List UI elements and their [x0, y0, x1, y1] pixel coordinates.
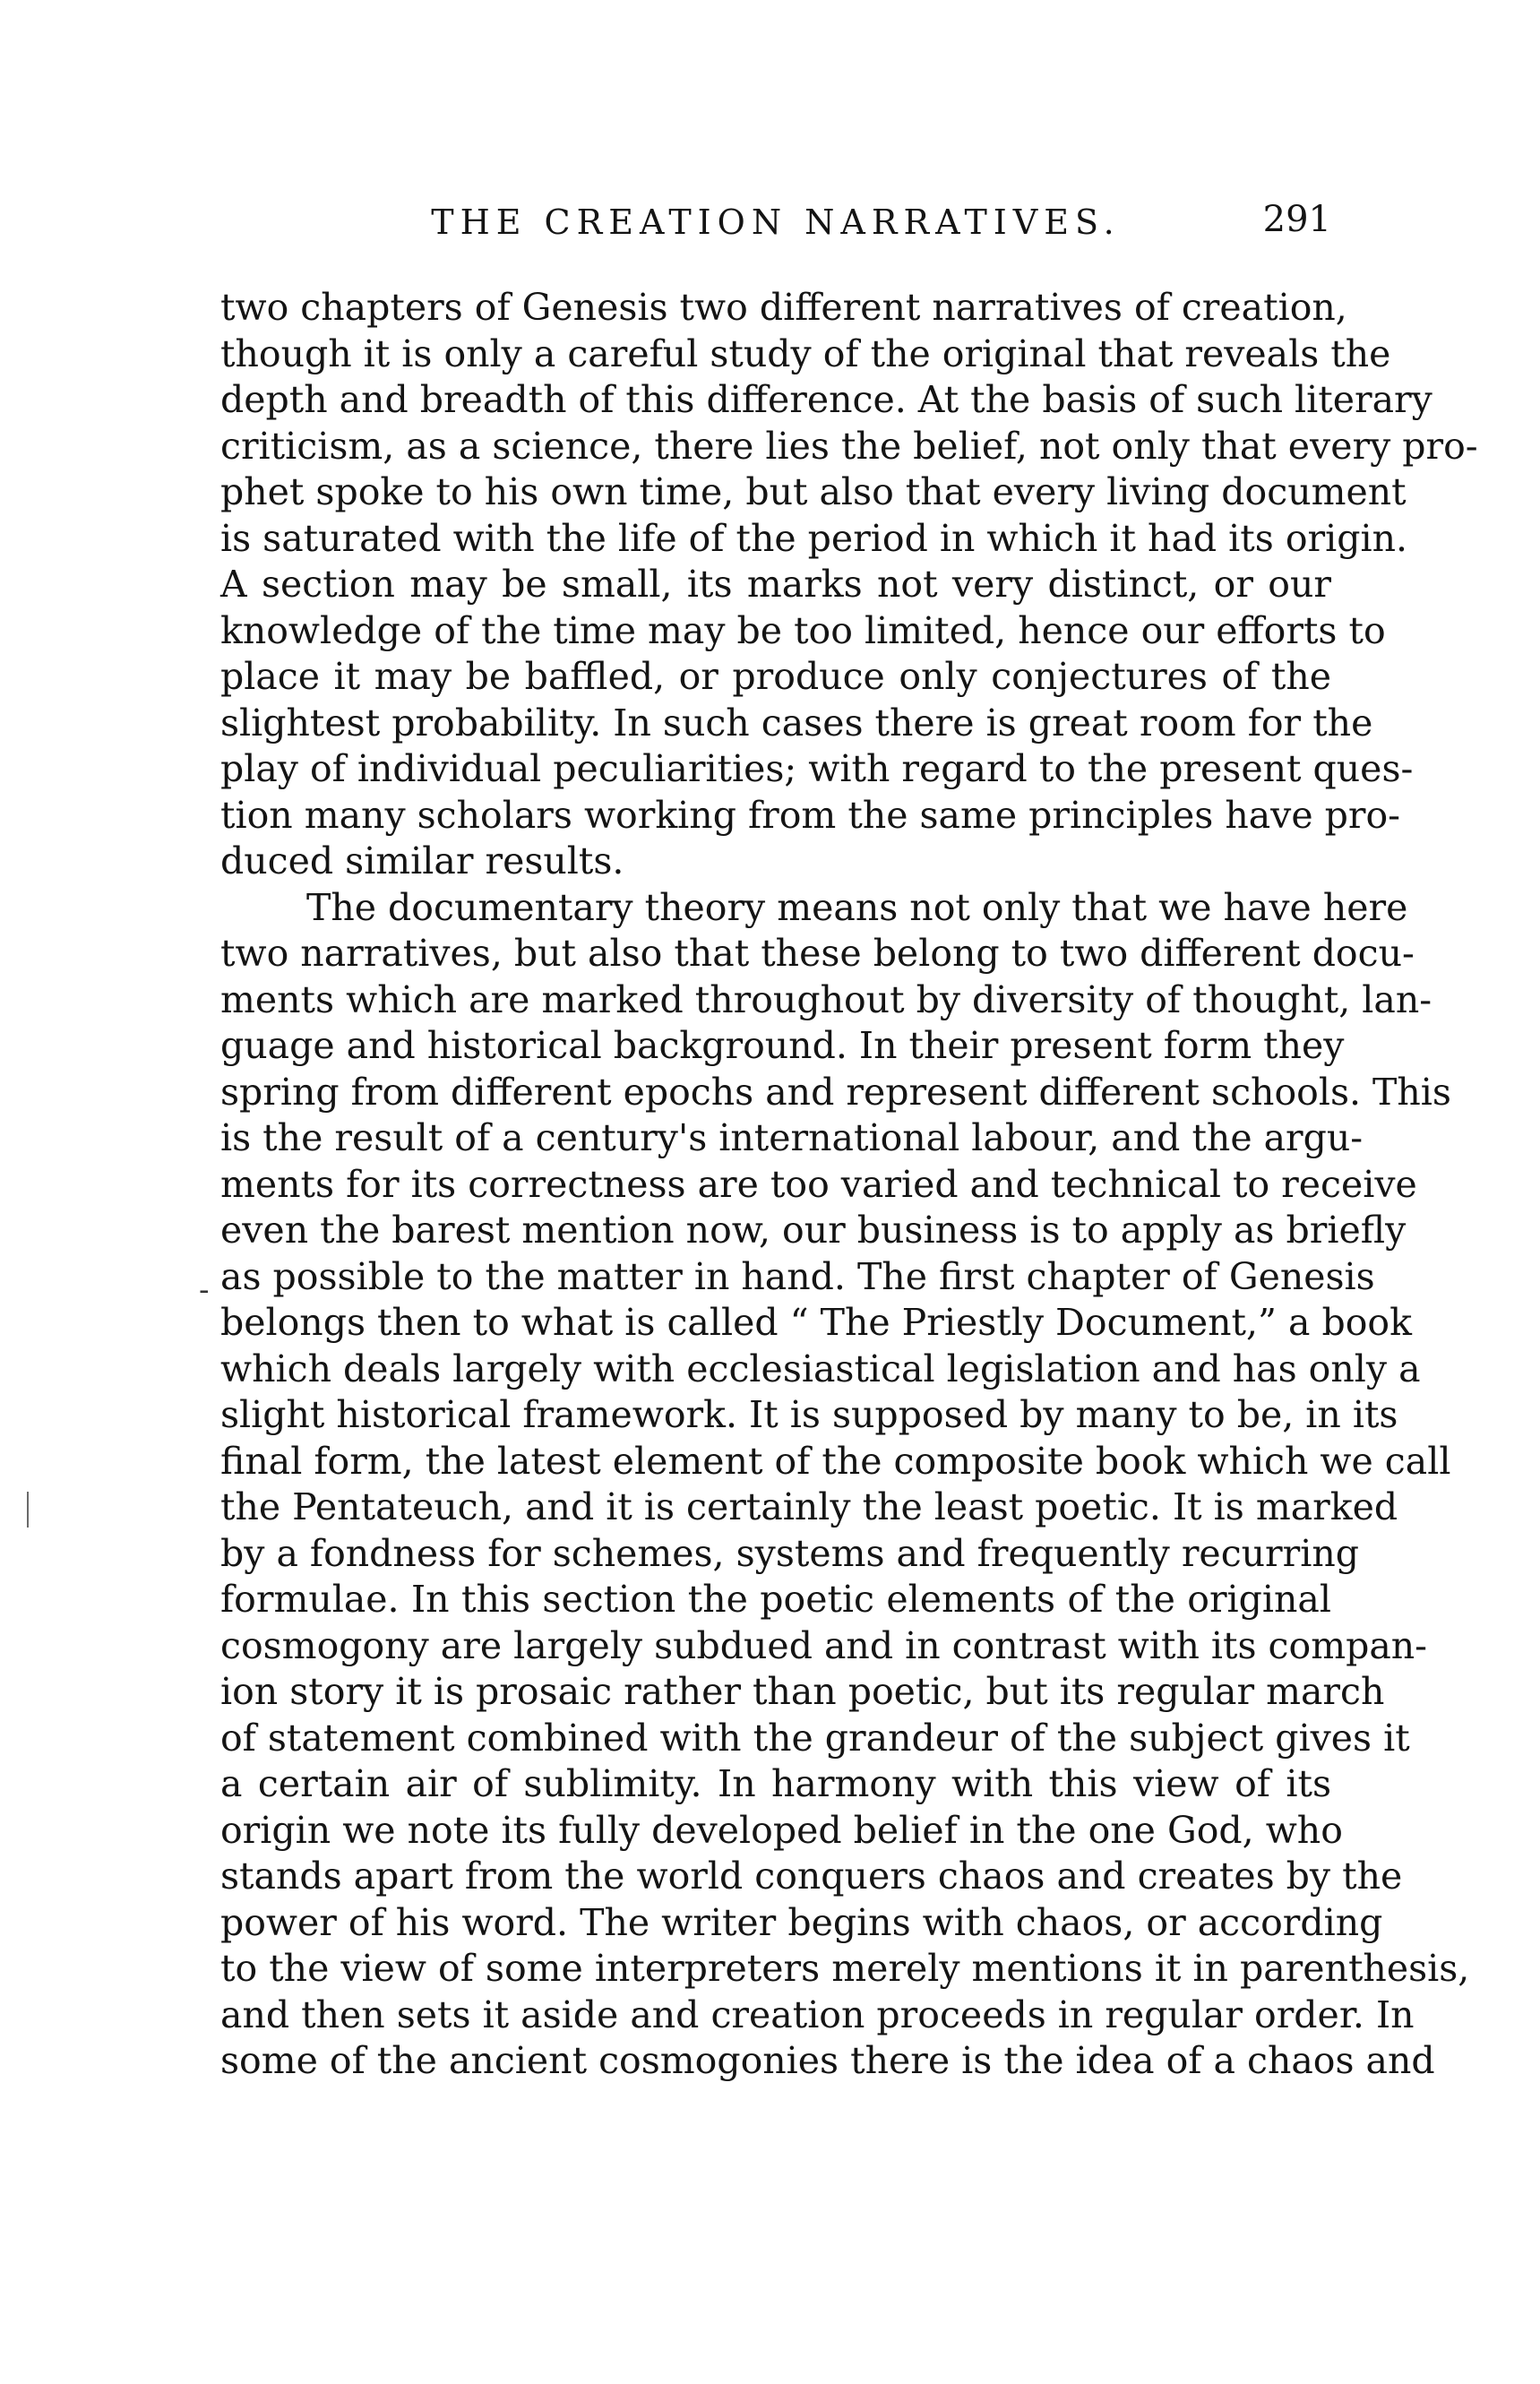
text-line: criticism, as a science, there lies the belief, not only that every pro-: [220, 424, 1478, 468]
running-head: [220, 199, 1331, 253]
text-line: of statement combined with the grandeur of the subject gives it: [220, 1716, 1410, 1760]
scan-artifact-mark: [27, 1492, 29, 1528]
text-line: depth and breadth of this difference. At the basis of such literary: [220, 378, 1432, 421]
text-line: is the result of a century's international labour, and the argu-: [220, 1116, 1364, 1159]
text-line: tion many scholars working from the same principles have pro-: [220, 793, 1401, 837]
text-line: slightest probability. In such cases there is great room for the: [220, 701, 1373, 744]
text-line: belongs then to what is called “ The Priestly Document,” a book: [220, 1301, 1412, 1344]
text-line: stands apart from the world conquers chaos and creates by the: [220, 1855, 1403, 1898]
paragraph-1: [220, 285, 1478, 885]
text-line: which deals largely with ecclesiastical legislation and has only a: [220, 1347, 1421, 1390]
text-line: some of the ancient cosmogonies there is the idea of a chaos and: [220, 2039, 1435, 2082]
text-line: as possible to the matter in hand. The first chapter of Genesis: [220, 1254, 1375, 1298]
text-line: and then sets it aside and creation proceeds in regular order. In: [220, 1992, 1415, 2036]
text-line: by a fondness for schemes, systems and frequently recurring: [220, 1531, 1360, 1575]
text-line: two chapters of Genesis two different narratives of creation,: [220, 286, 1347, 329]
text-line: play of individual peculiarities; with regard to the present ques-: [220, 747, 1414, 790]
page-number: 291: [1262, 199, 1331, 240]
text-line: the Pentateuch, and it is certainly the least poetic. It is marked: [220, 1485, 1398, 1528]
text-line: even the barest mention now, our business is to apply as briefly: [220, 1209, 1407, 1252]
text-line: origin we note its fully developed belief in the one God, who: [220, 1808, 1343, 1852]
text-line: spring from different epochs and represent different schools. This: [220, 1070, 1451, 1114]
text-line: ments which are marked throughout by diversity of thought, lan-: [220, 977, 1432, 1021]
body-text: [220, 285, 1478, 2085]
text-line: phet spoke to his own time, but also that every living document: [220, 470, 1407, 513]
text-line: formulae. In this section the poetic elements of the original: [220, 1578, 1331, 1621]
text-line: power of his word. The writer begins with chaos, or according: [220, 1900, 1383, 1944]
text-line: two narratives, but also that these belong to two different docu-: [220, 932, 1415, 975]
running-title: THE CREATION NARRATIVES.: [431, 202, 1121, 242]
text-line: is saturated with the life of the period in which it had its origin.: [220, 516, 1408, 560]
text-line: cosmogony are largely subdued and in contrast with its compan-: [220, 1623, 1428, 1667]
text-line: ments for its correctness are too varied and technical to receive: [220, 1162, 1417, 1206]
text-line: knowledge of the time may be too limited, hence our efforts to: [220, 608, 1386, 652]
text-line: final form, the latest element of the composite book which we call: [220, 1439, 1451, 1483]
text-line: duced similar results.: [220, 839, 624, 882]
paragraph-2: [220, 885, 1470, 2085]
margin-hyphen-mark: -: [199, 1272, 210, 1308]
text-line: guage and historical background. In their present form they: [220, 1024, 1345, 1067]
text-line: ion story it is prosaic rather than poetic, but its regular march: [220, 1670, 1385, 1713]
text-line: though it is only a careful study of the original that reveals the: [220, 331, 1391, 375]
text-line: place it may be baffled, or produce only conjectures of the: [220, 655, 1331, 698]
text-line: to the view of some interpreters merely mentions it in parenthesis,: [220, 1947, 1470, 1990]
text-line: A section may be small, its marks not very distinct, or our: [220, 563, 1331, 606]
text-line: slight historical framework. It is supposed by many to be, in its: [220, 1393, 1398, 1436]
text-line: a certain air of sublimity. In harmony with this view of its: [220, 1762, 1331, 1805]
text-line: The documentary theory means not only that we have here: [306, 885, 1408, 929]
